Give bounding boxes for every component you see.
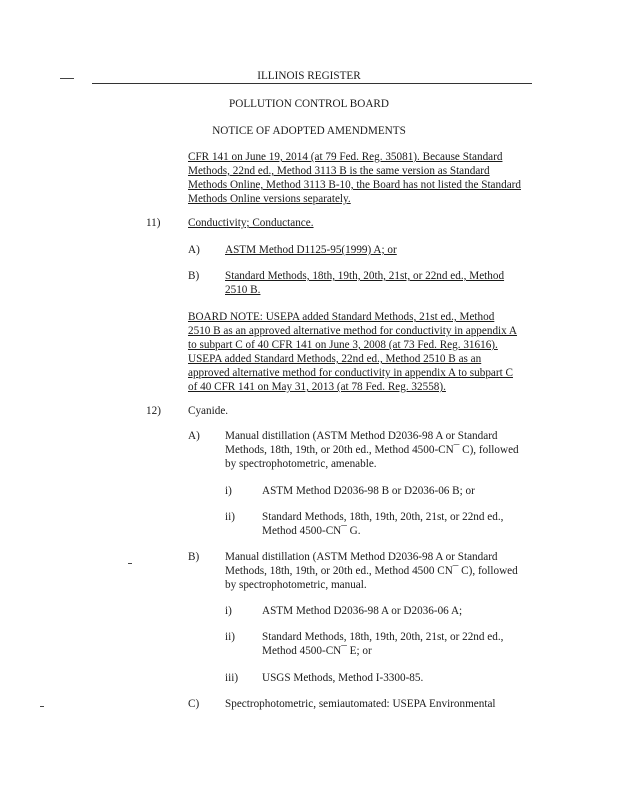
item-12-title: Cyanide. bbox=[188, 405, 229, 417]
register-title: ILLINOIS REGISTER bbox=[257, 70, 361, 82]
item-11-b-label: B) bbox=[188, 270, 200, 282]
item-12-b-ii-label: ii) bbox=[225, 631, 235, 643]
scan-mark bbox=[60, 78, 74, 79]
item-11-b-text: Standard Methods, 18th, 19th, 20th, 21st, or 22nd ed., Method 2510 B. bbox=[225, 270, 505, 296]
item-12-b-ii-text: Standard Methods, 18th, 19th, 20th, 21st, or 22nd ed., Method 4500-CN¯ E; or bbox=[262, 631, 504, 657]
board-name: POLLUTION CONTROL BOARD bbox=[229, 98, 389, 110]
item-11-title: Conductivity; Conductance. bbox=[188, 217, 314, 229]
notice-title: NOTICE OF ADOPTED AMENDMENTS bbox=[212, 125, 406, 137]
intro-paragraph: CFR 141 on June 19, 2014 (at 79 Fed. Reg. 35081). Because Standard Methods, 22nd ed., Method 3113 B is the same version as Standard Methods Online, Method 3113 B-10, the Board has not listed the Standard Methods Online versions separately. bbox=[188, 151, 521, 205]
scan-mark bbox=[40, 706, 44, 707]
item-12-a-ii-text: Standard Methods, 18th, 19th, 20th, 21st, or 22nd ed., Method 4500-CN¯ G. bbox=[262, 511, 504, 537]
item-12-b-i-text: ASTM Method D2036-98 A or D2036-06 A; bbox=[262, 605, 463, 617]
item-12-a-text: Manual distillation (ASTM Method D2036-98 A or Standard Methods, 18th, 19th, or 20th ed., Method 4500-CN¯ C), followed by spectrophotometric, amenable. bbox=[225, 430, 519, 470]
item-12-b-iii-label: iii) bbox=[225, 672, 239, 684]
item-12-c-text: Spectrophotometric, semiautomated: USEPA Environmental bbox=[225, 698, 496, 710]
item-12-a-i-label: i) bbox=[225, 485, 232, 497]
item-12-b-text: Manual distillation (ASTM Method D2036-98 A or Standard Methods, 18th, 19th, or 20th ed., Method 4500 CN¯ C), followed by spectrophotometric, manual. bbox=[225, 551, 518, 591]
item-12-b-i-label: i) bbox=[225, 605, 232, 617]
item-12-number: 12) bbox=[146, 405, 161, 417]
item-11-a-label: A) bbox=[188, 244, 200, 256]
board-note-11: BOARD NOTE: USEPA added Standard Methods, 21st ed., Method 2510 B as an approved alternative method for conductivity in appendix A to subpart C of 40 CFR 141 on June 3, 2008 (at 73 Fed. Reg. 31616). USEPA added Standard Methods, 22nd ed., Method 2510 B as an approved alternative method for conductivity in appendix A to subpart C of 40 CFR 141 on May 31, 2013 (at 78 Fed. Reg. 32558). bbox=[188, 311, 518, 393]
item-12-b-iii-text: USGS Methods, Method I-3300-85. bbox=[262, 672, 424, 684]
header-rule bbox=[92, 83, 532, 84]
scan-mark bbox=[128, 563, 132, 564]
item-12-a-ii-label: ii) bbox=[225, 511, 235, 523]
item-11-number: 11) bbox=[146, 217, 161, 229]
item-12-b-label: B) bbox=[188, 551, 200, 563]
item-12-a-label: A) bbox=[188, 430, 200, 442]
item-11-a-text: ASTM Method D1125-95(1999) A; or bbox=[225, 244, 397, 256]
item-12-c-label: C) bbox=[188, 698, 200, 710]
item-12-a-i-text: ASTM Method D2036-98 B or D2036-06 B; or bbox=[262, 485, 475, 497]
